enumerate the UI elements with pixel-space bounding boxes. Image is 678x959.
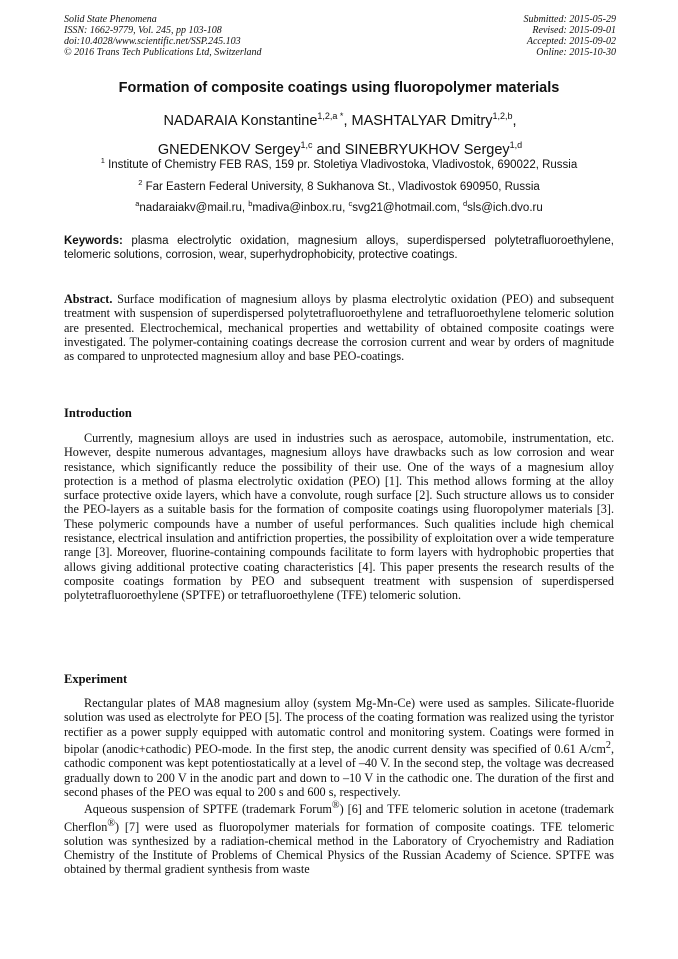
email-marker: a — [135, 199, 140, 208]
experiment-text: Aqueous suspension of SPTFE (trademark Forum — [84, 802, 332, 817]
experiment-section — [64, 696, 614, 877]
author-name: GNEDENKOV Sergey — [157, 141, 301, 158]
affiliation-marker: 2 — [138, 178, 143, 187]
author-affil-marker: 1,2,b — [492, 111, 513, 121]
email-marker: d — [462, 199, 468, 208]
author-emails — [0, 199, 678, 214]
email-link[interactable]: sls@ich.dvo.ru — [467, 201, 543, 214]
experiment-text: , cathodic component was kept potentiostatically at a level of –40 V. In the second step, the voltage was decreased gradually down to 200 V in the anodic part and down to –10 V in the cathodic one. The duration of the first and second phases of the PEO was equal to 200 s and 600 s, respectively. — [64, 741, 614, 799]
publication-dates — [524, 14, 617, 58]
introduction-section — [64, 431, 614, 603]
trademark-mark: ® — [107, 817, 116, 829]
keywords-block — [64, 235, 614, 262]
author-affil-marker: 1,d — [509, 139, 523, 150]
email-marker: c — [348, 199, 353, 208]
experiment-text: Rectangular plates of MA8 magnesium alloy (system Mg-Mn-Ce) were used as samples. Silicate-fluoride solution was used as electrolyte for PEO [5]. The process of the coating formation was realized using the tyristor rectifier as a power supply equipped with automatic control and monitoring system. Coatings were formed in bipolar (anodic+cathodic) PEO-mode. In the first step, the anodic current density was specified of 0.61 A/cm — [64, 696, 614, 756]
author-name: NADARAIA Konstantine — [163, 112, 318, 129]
copyright-line: © 2016 Trans Tech Publications Ltd, Switzerland — [64, 47, 262, 58]
experiment-heading: Experiment — [64, 672, 128, 686]
trademark-mark: ® — [331, 800, 340, 812]
author-separator: , — [512, 112, 517, 129]
introduction-paragraph: Currently, magnesium alloys are used in industries such as aerospace, automobile, instrumentation, etc. However, despite numerous advantages, magnesium alloys have drawbacks such as low corrosion and wear resistance, which significantly reduce the possibility of their use. One of the ways of a magnesium alloy protection is a method of plasma electrolytic oxidation (PEO) [1]. This method allows forming at the alloy surface protective oxide layers, which have a convolute, rough surface [2]. Such structure allows us to consider the PEO-layers as a suitable basis for the formation of composite coatings using fluoropolymer materials [3]. These polymeric compounds have a number of useful performances. Such qualities include high chemical resistance, electrical insulation and antifriction properties, the possibility of exploitation over a wide temperature range [3]. Moreover, fluorine-containing compounds facilitate to form layers with hydrophobic properties that allows giving additional protective coating characteristics [4]. This paper presents the research results of the composite coatings formation by PEO and subsequent treatment with suspension of superdispersed polytetrafluoroethylene (SPTFE) or tetrafluoroethylene (TFE) telomeric solution. — [64, 431, 614, 603]
abstract-label: Abstract. — [64, 292, 113, 306]
doi-line: doi:10.4028/www.scientific.net/SSP.245.103 — [64, 36, 241, 47]
email-link[interactable]: svg21@hotmail.com, — [352, 201, 463, 214]
revised-date: Revised: 2015-09-01 — [532, 25, 616, 36]
accepted-date: Accepted: 2015-09-02 — [526, 36, 616, 47]
paper-title: Formation of composite coatings using fluoropolymer materials — [118, 80, 560, 96]
author-list — [60, 104, 620, 162]
experiment-paragraph-2 — [64, 799, 614, 877]
author-affil-marker: 1,c — [300, 139, 313, 150]
email-link[interactable]: nadaraiakv@mail.ru, — [139, 201, 249, 214]
email-link[interactable]: madiva@inbox.ru, — [252, 201, 349, 214]
affiliation-1 — [0, 156, 678, 171]
affiliation-text: Far Eastern Federal University, 8 Sukhanova St., Vladivostok 690950, Russia — [142, 180, 540, 193]
author-affil-marker: 1,2,a * — [317, 111, 344, 121]
affiliation-2 — [0, 178, 678, 193]
author-name: , MASHTALYAR Dmitry — [343, 112, 493, 129]
journal-info — [64, 14, 262, 58]
submitted-date: Submitted: 2015-05-29 — [523, 14, 616, 25]
abstract-block — [64, 292, 614, 363]
keywords-label: Keywords: — [64, 235, 123, 247]
introduction-heading: Introduction — [64, 406, 132, 420]
author-name: and SINEBRYUKHOV Sergey — [312, 141, 510, 158]
online-date: Online: 2015-10-30 — [536, 47, 616, 58]
superscript: 2 — [605, 739, 611, 751]
keywords-text: plasma electrolytic oxidation, magnesium alloys, superdispersed polytetrafluoroethylene, telomeric solutions, corrosion, wear, superhydrophobicity, protective coatings. — [64, 235, 614, 261]
affiliation-text: Institute of Chemistry FEB RAS, 159 pr. Stoletiya Vladivostoka, Vladivostok, 690022, Russia — [104, 158, 578, 171]
journal-name: Solid State Phenomena — [64, 14, 157, 25]
experiment-paragraph-1 — [64, 696, 614, 799]
experiment-text: ) [6] and TFE telomeric solution in acetone (trademark Cherflon — [64, 802, 614, 834]
affiliation-marker: 1 — [100, 156, 105, 165]
email-marker: b — [248, 199, 253, 208]
experiment-text: ) [7] were used as fluoropolymer materials for formation of composite coatings. TFE telomeric solution was synthesized by a radiation-chemical method in the Laboratory of Cryochemistry and Radiation Chemistry of the Institute of Problems of Chemical Physics of the Russian Academy of Science. SPTFE was obtained by thermal gradient synthesis from waste — [64, 819, 614, 877]
abstract-text: Surface modification of magnesium alloys by plasma electrolytic oxidation (PEO) and subsequent treatment with suspension of superdispersed polytetrafluoroethylene and tetrafluoroethylene telomeric solution are presented. Electrochemical, mechanical properties and wettability of obtained composite coatings were investigated. The polymer-containing coatings decrease the corrosion current and wear by orders of magnitude as compared to unprotected magnesium alloy and base PEO-coatings. — [64, 292, 614, 364]
issn-line: ISSN: 1662-9779, Vol. 245, pp 103-108 — [64, 25, 222, 36]
